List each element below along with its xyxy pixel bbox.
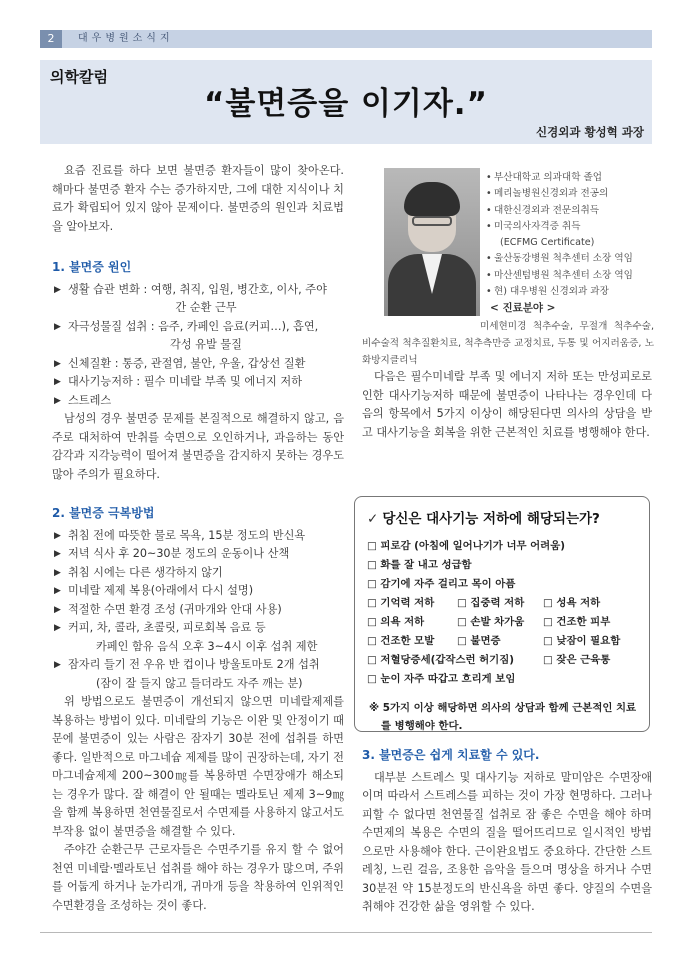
journal-name: 대우병원소식지 (78, 33, 174, 44)
article-title: “불면증을 이기자.” (204, 86, 488, 122)
bio-item: • 현) 대우병원 신경외과 과장 (486, 284, 656, 300)
overcome-item: ▶ 미네랄 제제 복용(아래에서 다시 설명) (52, 582, 344, 601)
overcome-item: ▶ 취침 시에는 다른 생각하지 않기 (52, 564, 344, 583)
overcome-paragraph: 주야간 순환근무 근로자들은 수면주기를 유지 할 수 없어 천연 미네랄·멜라토닌 섭취를 해야 하는 경우가 많으며, 주위를 어둡게 하거나 눈가리개, 귀마개 등을 착용하여 인위적인 수면환경을 조성하는 것이 좋다. (52, 843, 344, 912)
bio-item: • 대한신경외과 전문의취득 (486, 203, 656, 219)
checklist-note: ※ 5가지 이상 해당하면 의사의 상담과 함께 근본적인 치료를 병행해야 한다. (369, 702, 637, 732)
treatment-column (362, 740, 652, 917)
page-number: 2 (40, 30, 62, 48)
overcome-item: ▶ 잠자리 들기 전 우유 반 컵이나 방울토마토 2개 섭취 (52, 656, 344, 675)
checklist-grid (367, 537, 637, 689)
checklist-item: □ 건조한 모발 (367, 635, 435, 647)
overcome-item-cont: 카페인 함유 음식 오후 3~4시 이후 섭취 제한 (96, 639, 318, 653)
checklist-item: □ 낮잠이 필요함 (543, 635, 621, 647)
causes-item: ▶ 스트레스 (52, 392, 344, 411)
bio-item: • 마산센텀병원 척추센터 소장 역임 (486, 268, 656, 284)
author-byline: 신경외과 황성혁 과장 (536, 125, 644, 139)
bio-specialty: 미세현미경 척추수술, 무절개 척추수술, 비수술적 척추질환치료, 척추측만증 교정치료, 두통 및 어지러움증, 노화방지클리닉 (362, 321, 654, 366)
bio-item: • 울산동강병원 척추센터 소장 역임 (486, 251, 656, 267)
checklist-item: □ 의욕 저하 (367, 616, 425, 628)
footer-divider (40, 932, 652, 933)
checklist-item: □ 성욕 저하 (543, 597, 601, 609)
causes-item-cont: 각성 유발 물질 (170, 338, 242, 351)
checklist-item: □ 저혈당증세(갑작스런 허기짐) (367, 654, 514, 666)
checklist-row (367, 613, 637, 632)
photo-glasses (412, 216, 452, 226)
title-box (40, 60, 652, 144)
checklist-row (367, 594, 637, 613)
overcome-heading: 2. 불면증 극복방법 (52, 506, 155, 520)
right-intro-column (362, 368, 652, 442)
bio-field-label: < 진료분야 > (490, 302, 556, 315)
right-intro-paragraph: 다음은 필수미네랄 부족 및 에너지 저하 또는 만성피로로 인한 대사기능저하 때문에 불면증이 나타나는 경우인데 다음의 항목에서 5가지 이상이 해당된다면 의사의 상담을 받고 대사기능을 회복을 위한 근본적인 치료를 병행해야 한다. (362, 370, 652, 439)
checklist-item: □ 잦은 근육통 (543, 654, 611, 666)
intro-paragraph: 요즘 진료를 하다 보면 불면증 환자들이 많이 찾아온다. 해마다 불면증 환자 수는 증가하지만, 그에 대한 지식이나 치료가 확립되어 있지 않아 문제이다. 불면증의 원인과 치료법을 알아보자. (52, 164, 344, 233)
causes-heading: 1. 불면증 원인 (52, 260, 132, 274)
bio-item: • 미국의사자격증 취득 (486, 219, 656, 235)
treatment-heading: 3. 불면증은 쉽게 치료할 수 있다. (362, 748, 540, 762)
doctor-bio (486, 170, 656, 317)
photo-hair (404, 182, 460, 216)
bio-item: • 메리놀병원신경외과 전공의 (486, 186, 656, 202)
checklist-title-text: 당신은 대사기능 저하에 해당되는가? (382, 511, 600, 527)
overcome-item-cont: (잠이 잘 들지 않고 들더라도 자주 깨는 분) (96, 676, 303, 690)
overcome-item: ▶ 적절한 수면 환경 조성 (귀마개와 안대 사용) (52, 601, 344, 620)
doctor-photo (384, 168, 480, 316)
section-label: 의학칼럼 (50, 68, 108, 86)
checkmark-icon: ✓ (367, 511, 379, 527)
checklist-row (367, 651, 637, 670)
checklist-box (354, 496, 650, 732)
checklist-item: □ 건조한 피부 (543, 616, 611, 628)
header-bar (40, 30, 652, 48)
left-column (52, 162, 344, 915)
checklist-item: □ 손발 차가움 (457, 616, 525, 628)
checklist-item: □ 눈이 자주 따갑고 흐리게 보임 (367, 673, 516, 685)
causes-item: ▶ 자극성물질 섭취 : 음주, 카페인 음료(커피…), 흡연, (52, 318, 344, 337)
checklist-item: □ 불면증 (457, 635, 501, 647)
checklist-item: □ 피로감 (아침에 일어나기가 너무 어려움) (367, 540, 565, 552)
causes-item: ▶ 생활 습관 변화 : 여행, 취직, 입원, 병간호, 이사, 주야 (52, 281, 344, 300)
checklist-title (367, 507, 637, 527)
causes-paragraph: 남성의 경우 불면증 문제를 본질적으로 해결하지 않고, 음주로 대처하여 만취를 숙면으로 오인하거나, 과음하는 동안 감각과 지각능력이 떨어져 불면증을 감지하지 못하는 경우도 많아 주의가 필요하다. (52, 412, 344, 481)
causes-item: ▶ 신체질환 : 통증, 관절염, 불안, 우울, 갑상선 질환 (52, 355, 344, 374)
causes-item: ▶ 대사기능저하 : 필수 미네랄 부족 및 에너지 저하 (52, 373, 344, 392)
checklist-item: □ 집중력 저하 (457, 597, 525, 609)
checklist-item: □ 감기에 자주 걸리고 목이 아픔 (367, 578, 516, 590)
overcome-item: ▶ 커피, 차, 콜라, 초콜릿, 피로회복 음료 등 (52, 619, 344, 638)
overcome-item: ▶ 저녁 식사 후 20~30분 정도의 운동이나 산책 (52, 545, 344, 564)
bio-ecfmg: (ECFMG Certificate) (500, 237, 595, 249)
treatment-paragraph: 대부분 스트레스 및 대사기능 저하로 말미암은 수면장애이며 따라서 스트레스를 피하는 것이 가장 현명하다. 그러나 피할 수 없다면 천연물질 섭취로 잠 좋은 수면을 해야 하며 수면제의 복용은 수면의 질을 떨어뜨리므로 일시적인 방법으로만 사용해야 한다. 근이완요법도 중요하다. 간단한 스트레칭, 느린 걸음, 조용한 음악을 들으며 명상을 하거나 수면 30분전 약 15분정도의 반신욕을 하면 좋다. 양질의 수면을 취해야 건강한 삶을 영위할 수 있다. (362, 770, 652, 913)
causes-item-cont: 간 순환 근무 (175, 301, 237, 314)
overcome-paragraph: 위 방법으로도 불면증이 개선되지 않으면 미네랄제제를 복용하는 방법이 있다. 미네랄의 기능은 이완 및 안정이기 때문에 불면증이 있는 사람은 잠자기 30분 전에 섭취를 하면 좋다. 일반적으로 마그네슘 제제를 많이 권장하는데, 자기 전 마그네슘제제 200~300㎎를 복용하면 수면장애가 해소되는 경우가 많다. 잘 해결이 안 될때는 멜라토닌 제제 3~9㎎을 함께 복용하면 천연물질로서 수면제를 사용하지 않고서도 부작용 없이 불면증을 해결할 수 있다. (52, 695, 344, 838)
checklist-row (367, 632, 637, 651)
checklist-item: □ 화를 잘 내고 성급함 (367, 559, 472, 571)
bio-item: • 부산대학교 의과대학 졸업 (486, 170, 656, 186)
overcome-item: ▶ 취침 전에 따뜻한 물로 목욕, 15분 정도의 반신욕 (52, 527, 344, 546)
checklist-item: □ 기억력 저하 (367, 597, 435, 609)
